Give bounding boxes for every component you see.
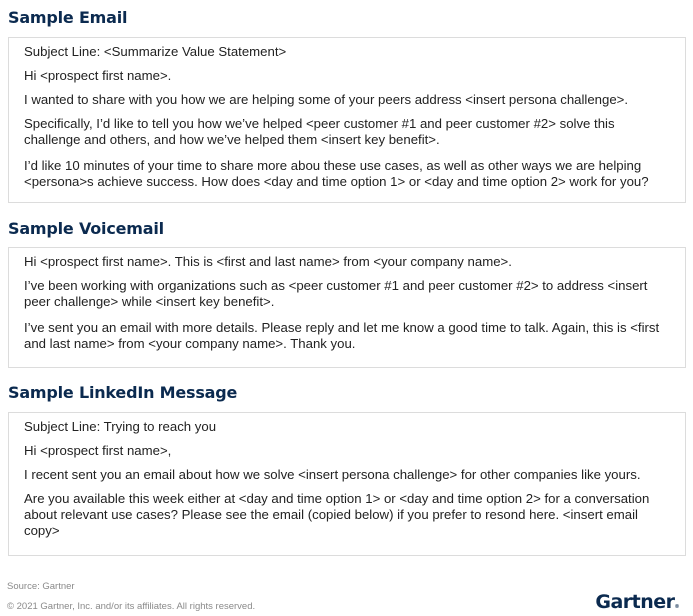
linkedin-paragraph: Are you available this week either at <day and time option 1> or <day and time option 2> for a conversation about relevant use cases? Please see the email (copied below) if you prefer to resond here. <insert email copy> [24, 491, 650, 538]
voicemail-paragraph: Hi <prospect first name>. This is <first and last name> from <your company name>. [24, 254, 512, 269]
email-subject-line: Subject Line: <Summarize Value Statement> [24, 44, 287, 59]
copyright-note: © 2021 Gartner, Inc. and/or its affiliates. All rights reserved. [7, 601, 256, 612]
linkedin-paragraph: I recent sent you an email about how we solve <insert persona challenge> for other companies like yours. [24, 467, 641, 482]
linkedin-greeting: Hi <prospect first name>, [24, 443, 172, 458]
gartner-logo-text: Gartner [595, 591, 675, 613]
sample-email-heading: Sample Email [8, 8, 128, 27]
linkedin-subject-line: Subject Line: Trying to reach you [24, 419, 217, 434]
email-paragraph: I’d like 10 minutes of your time to share more abou these use cases, as well as other ways we are helping <persona>s achieve success. How does <day and time option 1> or <day and time option 2> work for you? [24, 158, 649, 189]
sample-linkedin-heading: Sample LinkedIn Message [8, 383, 238, 402]
voicemail-paragraph: I’ve sent you an email with more details. Please reply and let me know a good time to talk. Again, this is <first and last name> from <your company name>. Thank you. [24, 320, 660, 351]
email-paragraph: I wanted to share with you how we are helping some of your peers address <insert persona challenge>. [24, 92, 629, 107]
sample-email-box [8, 37, 686, 203]
registered-mark-icon: ® [674, 604, 679, 610]
email-greeting: Hi <prospect first name>. [24, 68, 172, 83]
email-paragraph: Specifically, I’d like to tell you how we’ve helped <peer customer #1 and peer customer #2> solve this challenge and others, and how we’ve helped them <insert key benefit>. [24, 116, 615, 147]
voicemail-paragraph: I’ve been working with organizations such as <peer customer #1 and peer customer #2> to address <insert peer challenge> while <insert key benefit>. [24, 278, 648, 309]
source-note: Source: Gartner [7, 581, 75, 592]
sample-linkedin-box [8, 412, 686, 556]
sample-voicemail-box [8, 247, 686, 368]
gartner-logo [595, 591, 679, 613]
sample-voicemail-heading: Sample Voicemail [8, 219, 164, 238]
